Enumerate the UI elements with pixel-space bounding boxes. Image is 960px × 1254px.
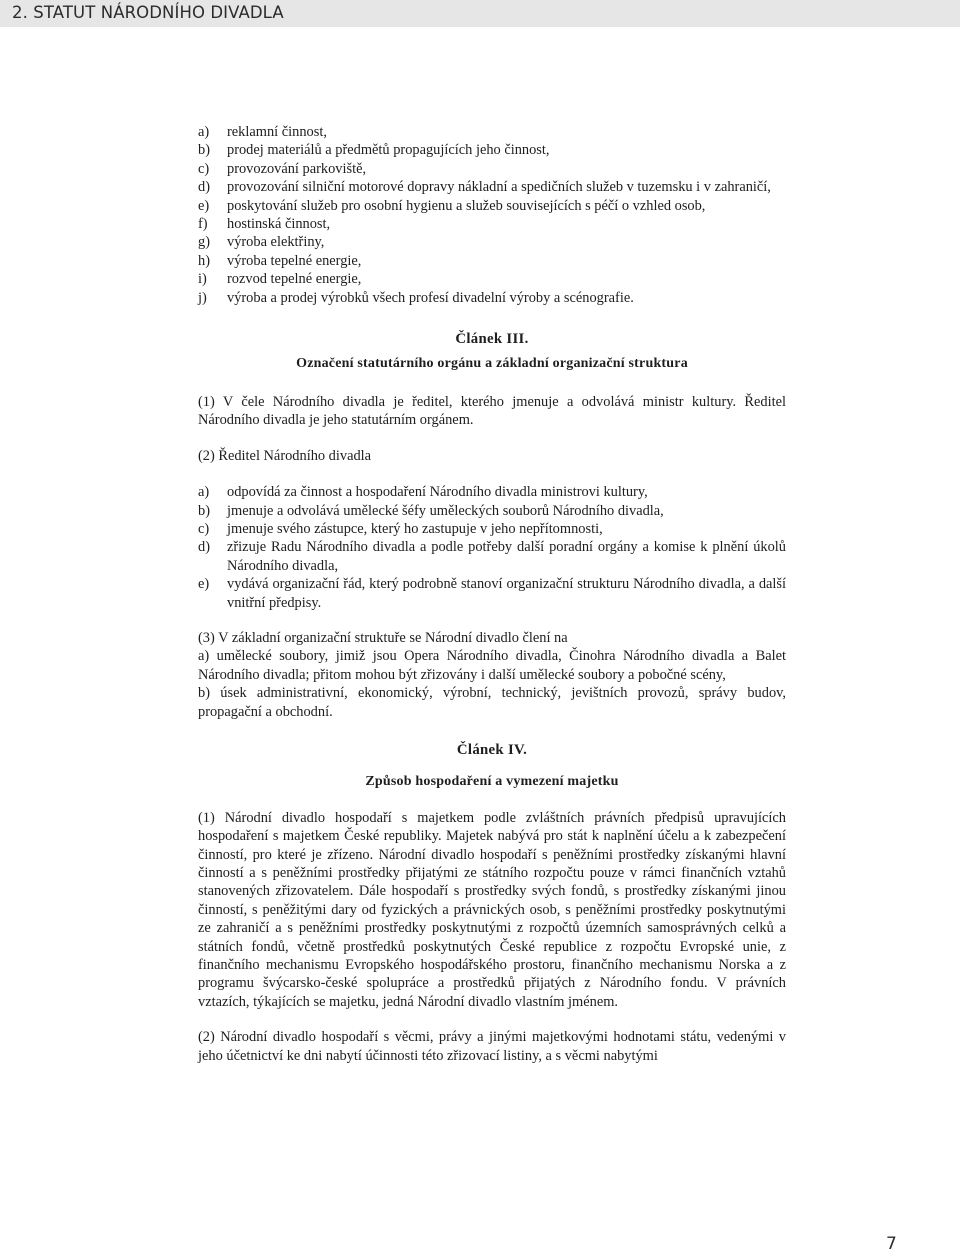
list-item-label: b) bbox=[198, 142, 210, 159]
list-item-text: jmenuje a odvolává umělecké šéfy uměleckých souborů Národního divadla, bbox=[227, 502, 664, 519]
list-item-label: i) bbox=[198, 271, 207, 288]
list-item-text: provozování silniční motorové dopravy nákladní a spedičních služeb v tuzemsku i v zahraničí, bbox=[227, 179, 771, 196]
list-item-label: b) bbox=[198, 502, 210, 519]
list-item bbox=[198, 197, 786, 215]
article-3-heading: Označení statutárního orgánu a základní organizační struktura bbox=[296, 356, 688, 372]
chapter-title: 2. STATUT NÁRODNÍHO DIVADLA bbox=[12, 3, 284, 22]
list-item bbox=[198, 233, 786, 251]
list-item-label: e) bbox=[198, 576, 210, 593]
list-item bbox=[198, 483, 786, 501]
list-item bbox=[198, 123, 786, 141]
article-4-paragraph-1: (1) Národní divadlo hospodaří s majetkem podle zvláštních právních předpisů upravujících hospodaření s majetkem České republiky. Majetek nabývá pro stát k naplnění účelu a k zabezpečení činností, pro které je zřízeno. Národní divadlo hospodaří s peněžními prostředky získanými hlavní činností a s peněžními prostředky přijatými ze státního rozpočtu pouze v rámci finančních vztahů stanovených zřizovatelem. Dále hospodaří s prostředky svých fondů, s prostředky získanými jinou činností, s peněžitými dary od fyzických a právnických osob, s peněžními prostředky poskytnutými ze zahraničí a s peněžními prostředky poskytnutými z rozpočtů územních samosprávných celků a státních fondů, včetně prostředků poskytnutých České republice z rozpočtu Evropské unie, z finančního mechanismu Evropského hospodářského prostoru, finančního mechanismu Norska a z programu švýcarsko-české spolupráce a prostředků přijatých z Národního fondu. V právních vztazích, týkajících se majetku, jedná Národní divadlo vlastním jménem. bbox=[198, 809, 786, 1010]
list-item bbox=[198, 520, 786, 538]
list-item bbox=[198, 289, 786, 307]
article-3-paragraph-3-intro: (3) V základní organizační struktuře se Národní divadlo člení na bbox=[198, 629, 568, 646]
list-item-text: zřizuje Radu Národního divadla a podle potřeby další poradní orgány a komise k plnění úkolů Národního divadla, bbox=[227, 539, 786, 574]
list-item-text: rozvod tepelné energie, bbox=[227, 271, 362, 288]
article-4-paragraph-2: (2) Národní divadlo hospodaří s věcmi, právy a jinými majetkovými hodnotami státu, vedenými v jeho účetnictví ke dni nabytí účinnosti této zřizovací listiny, a s věcmi nabytými bbox=[198, 1029, 786, 1064]
list-item bbox=[198, 270, 786, 288]
list-item-label: f) bbox=[198, 216, 208, 233]
article-4-title: Článek IV. bbox=[456, 741, 528, 758]
article-3-paragraph-3-b: b) úsek administrativní, ekonomický, výrobní, technický, jevištních provozů, správy budov, propagační a obchodní. bbox=[198, 685, 786, 720]
header-bar bbox=[0, 0, 960, 27]
list-item-label: c) bbox=[198, 160, 210, 177]
list-item bbox=[198, 141, 786, 159]
list-item-text: provozování parkoviště, bbox=[227, 160, 367, 177]
list-item-label: a) bbox=[198, 484, 210, 501]
list-item-text: jmenuje svého zástupce, který ho zastupuje v jeho nepřítomnosti, bbox=[227, 520, 603, 537]
list-item-text: odpovídá za činnost a hospodaření Národního divadla ministrovi kultury, bbox=[227, 484, 648, 501]
list-item bbox=[198, 215, 786, 233]
list-item-label: a) bbox=[198, 124, 210, 140]
list-item-text: výroba tepelné energie, bbox=[227, 252, 362, 269]
list-item bbox=[198, 178, 786, 196]
list-item-text: prodej materiálů a předmětů propagujících jeho činnost, bbox=[227, 142, 550, 159]
list-item bbox=[198, 502, 786, 520]
page-number: 7 bbox=[886, 1234, 897, 1254]
list-item bbox=[198, 538, 786, 575]
list-item-label: e) bbox=[198, 197, 210, 214]
article-3-title: Článek III. bbox=[455, 331, 529, 348]
list-item-label: j) bbox=[198, 289, 207, 306]
activity-list bbox=[198, 123, 786, 307]
document-body bbox=[198, 123, 786, 1065]
list-item-text: výroba elektřiny, bbox=[227, 234, 325, 251]
article-3-paragraph-3-a: a) umělecké soubory, jimiž jsou Opera Národního divadla, Činohra Národního divadla a Balet Národního divadla; přitom mohou být zřizovány i další umělecké soubory a pobočné scény, bbox=[198, 648, 786, 683]
article-3-paragraph-2-intro: (2) Ředitel Národního divadla bbox=[198, 447, 372, 464]
list-item bbox=[198, 252, 786, 270]
list-item-label: g) bbox=[198, 234, 210, 251]
list-item-label: d) bbox=[198, 539, 210, 556]
list-item-text: výroba a prodej výrobků všech profesí divadelní výroby a scénografie. bbox=[227, 289, 634, 306]
article-3-paragraph-1: (1) V čele Národního divadla je ředitel, kterého jmenuje a odvolává ministr kultury. Ředitel Národního divadla je jeho statutárním orgánem. bbox=[198, 393, 786, 429]
director-duties-list bbox=[198, 483, 786, 612]
list-item-label: d) bbox=[198, 179, 210, 196]
list-item-text: vydává organizační řád, který podrobně stanoví organizační strukturu Národního divadla, a další vnitřní předpisy. bbox=[227, 576, 786, 611]
article-4-heading: Způsob hospodaření a vymezení majetku bbox=[365, 774, 619, 790]
list-item-text: hostinská činnost, bbox=[227, 216, 331, 233]
list-item-text: poskytování služeb pro osobní hygienu a služeb souvisejících s péčí o vzhled osob, bbox=[227, 197, 706, 214]
list-item bbox=[198, 575, 786, 612]
list-item-label: c) bbox=[198, 520, 210, 537]
list-item-text: reklamní činnost, bbox=[227, 124, 327, 140]
list-item-label: h) bbox=[198, 252, 210, 269]
list-item bbox=[198, 160, 786, 178]
